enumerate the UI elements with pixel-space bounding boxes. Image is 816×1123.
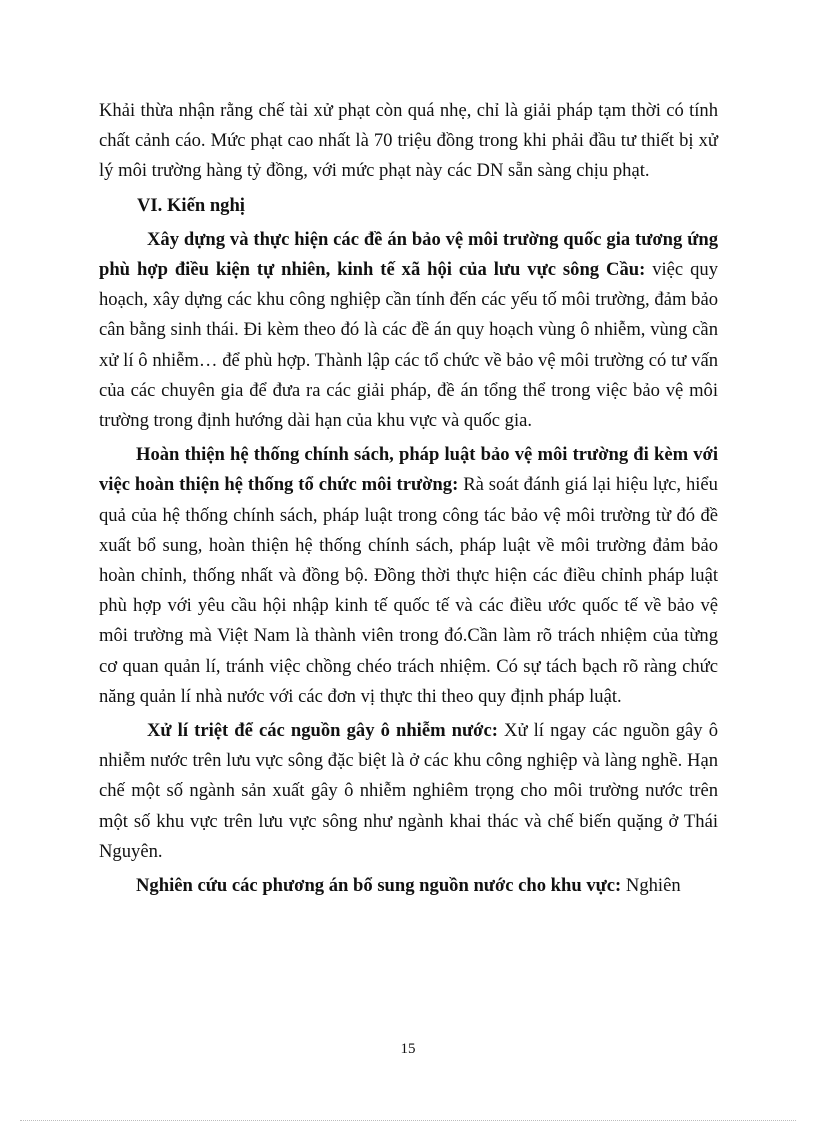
intro-paragraph: Khải thừa nhận rằng chế tài xử phạt còn quá nhẹ, chỉ là giải pháp tạm thời có tính chất cảnh cáo. Mức phạt cao nhất là 70 triệu đồng trong khi phải đầu tư thiết bị xử lý môi trường hàng tỷ đồng, với mức phạt này các DN sẵn sàng chịu phạt. bbox=[99, 100, 718, 182]
recommendation-title-2: Hoàn thiện hệ thống chính sách, pháp luật bảo vệ môi trường đi kèm với việc hoàn thiện hệ thống tổ chức môi trường: bbox=[99, 444, 718, 496]
page-number: 15 bbox=[400, 1041, 416, 1057]
recommendation-paragraph-2 bbox=[99, 440, 718, 712]
recommendation-paragraph-1 bbox=[99, 225, 718, 436]
recommendation-title-3: Xử lí triệt để các nguồn gây ô nhiễm nước: bbox=[147, 720, 498, 742]
recommendation-paragraph-3 bbox=[99, 716, 718, 867]
document-body bbox=[99, 96, 718, 901]
section-heading: VI. Kiến nghị bbox=[137, 194, 245, 216]
recommendation-title-4: Nghiên cứu các phương án bổ sung nguồn nước cho khu vực: bbox=[136, 875, 622, 897]
recommendation-body-2: Rà soát đánh giá lại hiệu lực, hiểu quả của hệ thống chính sách, pháp luật trong công tác bảo vệ môi trường từ đó đề xuất bổ sung, hoàn thiện hệ thống chính sách, pháp luật về môi trường đảm bảo hoàn chỉnh, thống nhất và đồng bộ. Đồng thời thực hiện các điều chỉnh pháp luật phù hợp với yêu cầu hội nhập kinh tế quốc tế và các điều ước quốc tế về bảo vệ môi trường mà Việt Nam là thành viên trong đó.Cần làm rõ trách nhiệm của từng cơ quan quản lí, tránh việc chồng chéo trách nhiệm. Có sự tách bạch rõ ràng chức năng quản lí nhà nước với các đơn vị thực thi theo quy định pháp luật. bbox=[99, 474, 718, 707]
recommendation-body-3: Xử lí ngay các nguồn gây ô nhiễm nước trên lưu vực sông đặc biệt là ở các khu công nghiệp và làng nghề. Hạn chế một số ngành sản xuất gây ô nhiễm nghiêm trọng cho môi trường nước trên một số khu vực trên lưu vực sông như ngành khai thác và chế biến quặng ở Thái Nguyên. bbox=[99, 720, 718, 862]
recommendation-body-1: việc quy hoạch, xây dựng các khu công nghiệp cần tính đến các yếu tố môi trường, đảm bảo cân bằng sinh thái. Đi kèm theo đó là các đề án quy hoạch vùng ô nhiễm, vùng cần xử lí ô nhiễm… để phù hợp. Thành lập các tổ chức về bảo vệ môi trường có tư vấn của các chuyên gia để đưa ra các giải pháp, đề án tổng thể trong việc bảo vệ môi trường trong định hướng dài hạn của khu vực và quốc gia. bbox=[99, 259, 719, 432]
recommendation-paragraph-4 bbox=[99, 871, 718, 901]
page-bottom-divider bbox=[20, 1120, 796, 1121]
recommendation-title-1: Xây dựng và thực hiện các đề án bảo vệ môi trường quốc gia tương ứng phù hợp điều kiện tự nhiên, kinh tế xã hội của lưu vực sông Cầu: bbox=[99, 228, 718, 281]
recommendation-body-4: Nghiên bbox=[621, 875, 681, 897]
